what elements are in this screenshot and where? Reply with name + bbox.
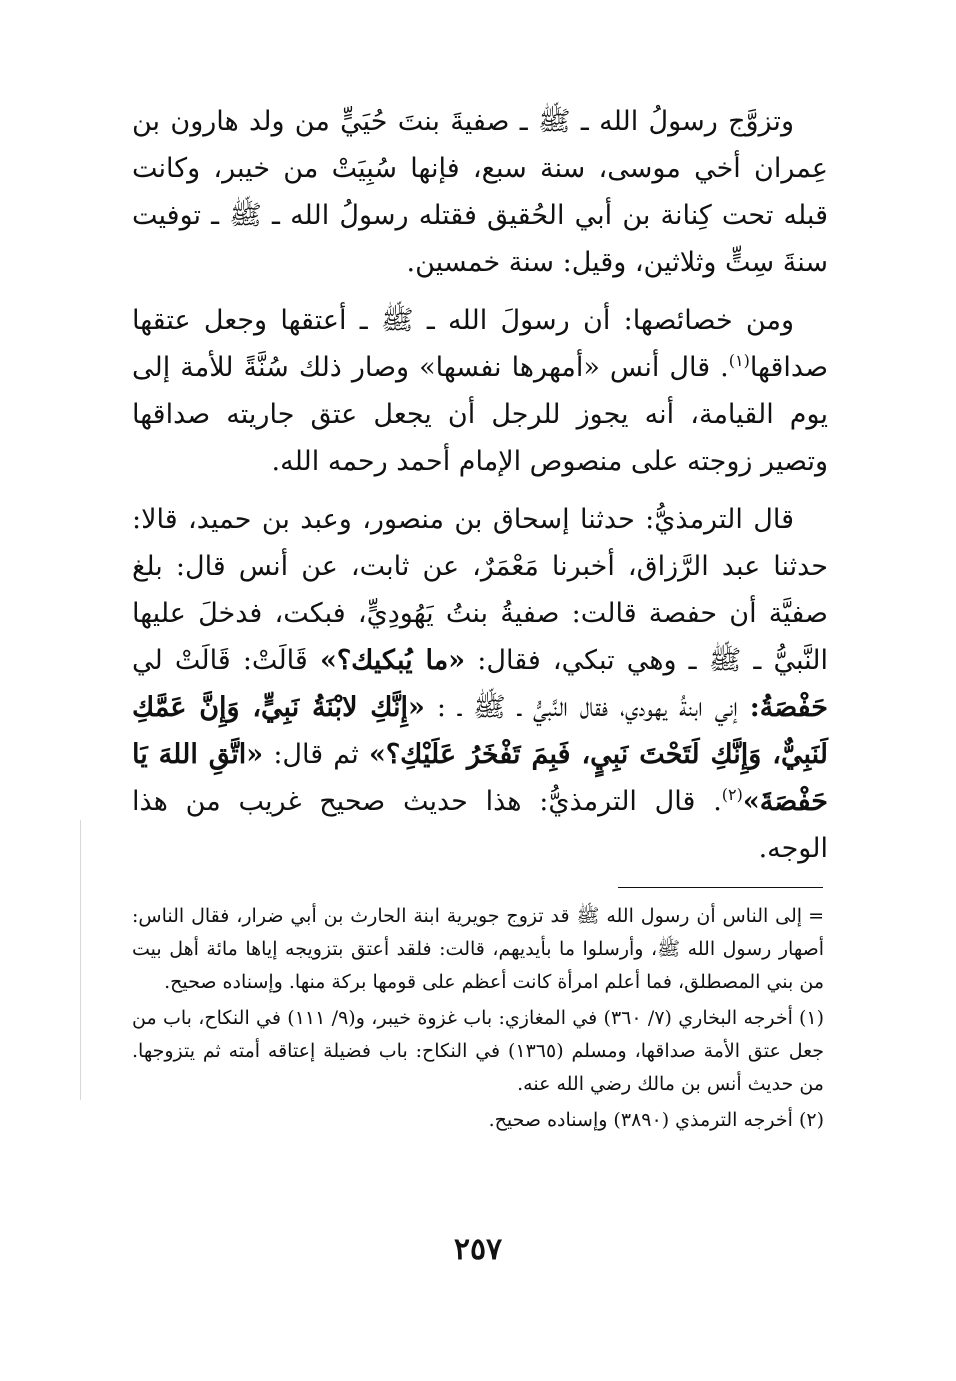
footnote-2-marker: (٢)	[798, 1109, 824, 1131]
footnote-ref-2[interactable]: (٢)	[721, 785, 743, 804]
paragraph-safiyya-marriage: وتزوَّج رسولُ الله ـ ﷺ ـ صفيةَ بنتَ حُيَيٍّ من ولد هارون بن عِمران أخي موسى، سنة سبع، فإنها سُبِيَتْ من خيبر، وكانت قبله تحت كِنانة بن أبي الحُقيق فقتله رسولُ الله ـ ﷺ ـ توفيت سنةَ سِتٍّ وثلاثين، وقيل: سنة خمسين.	[132, 106, 828, 278]
scan-edge-line	[80, 820, 81, 1100]
footnote-ref-1[interactable]: (١)	[728, 351, 750, 370]
hadith-quote-prophet-reply: «إِنَّكِ لابْنَةُ نَبِيٍّ، وَإِنَّ عَمَّكِ لَنَبِيٌّ، وَإِنَّكِ لَتَحْتَ نَبِيٍ، فَبِمَ تَفْخَرُ عَلَيْكِ؟»	[132, 692, 829, 770]
footnotes	[132, 900, 824, 1137]
footnote-1	[132, 1002, 824, 1101]
hadith-quote-why-crying: «ما يُبكيك؟»	[319, 645, 466, 676]
hadith-chain: قال الترمذيُّ: حدثنا إسحاق بن منصور، وعبد بن حميد، قالا: حدثنا عبد الرَّزاق، أخبرنا مَعْمَرٌ، عن ثابت، عن أنس قال: بلغ صفيَّة أن حفصة قالت: صفيةُ بنتُ يَهُودِيٍّ، فبكت، فدخلَ عليها النَّبيُّ ـ ﷺ ـ وهي تبكي، فقال:	[132, 504, 828, 676]
paragraph-characteristics-text: ومن خصائصها: أن رسولَ الله ـ ﷺ ـ أعتقها وجعل عتقها صداقها	[132, 305, 828, 383]
footnote-continued-text: إلى الناس أن رسول الله ﷺ قد تزوج جويرية ابنة الحارث بن أبي ضرار، فقال الناس: أصهار رسول الله ﷺ، وأرسلوا ما بأيديهم، قالت: فلقد أعتق بتزويجه إياها مائة أهل بيت من بني المصطلق، فما أعلم امرأة كانت أعظم على قومها بركة منها. وإسناده صحيح.	[132, 905, 824, 993]
footnote-continued	[132, 900, 824, 999]
paragraph-characteristics-rest: . قال أنس «أمهرها نفسها» وصار ذلك سُنَّةً للأمة إلى يوم القيامة، أنه يجوز للرجل أن يجعل عتق جاريته صداقها وتصير زوجته على منصوص الإمام أحمد رحمه الله.	[132, 352, 828, 477]
footnote-2	[132, 1104, 824, 1137]
footnote-1-marker: (١)	[798, 1007, 824, 1029]
hadith-she-said: قَالَتْ: قَالَتْ لي	[132, 645, 308, 676]
footnote-separator	[618, 887, 823, 888]
main-text	[132, 98, 828, 872]
hadith-grading: . قال الترمذيُّ: هذا حديث صحيح غريب من هذا الوجه.	[132, 786, 828, 864]
page-number: ٢٥٧	[453, 1232, 503, 1267]
paragraph-characteristics	[132, 297, 828, 485]
hadith-hafsa-name: حَفْصَةُ:	[749, 692, 828, 723]
hadith-quote-fear-allah: «اتَّقِ اللهَ يَا حَفْصَةَ»	[132, 739, 828, 817]
hadith-jewish-daughter: إني ابنةُ يهودي، فقال النَّبيُّ ـ ﷺ ـ :	[436, 692, 738, 723]
hadith-then-said: ثم قال:	[273, 739, 359, 770]
footnote-continued-marker: =	[808, 905, 824, 927]
footnote-2-text: أخرجه الترمذي (٣٨٩٠) وإسناده صحيح.	[488, 1109, 793, 1131]
footnote-1-text: أخرجه البخاري (٧/ ٣٦٠) في المغازي: باب غزوة خيبر، و(٩/ ١١١) في النكاح، باب من جعل عتق الأمة صداقها، ومسلم (١٣٦٥) في النكاح: باب فضيلة إعتاقه أمته ثم يتزوجها. من حديث أنس بن مالك رضي الله عنه.	[132, 1007, 824, 1095]
paragraph-hadith-tirmidhi	[132, 496, 828, 872]
